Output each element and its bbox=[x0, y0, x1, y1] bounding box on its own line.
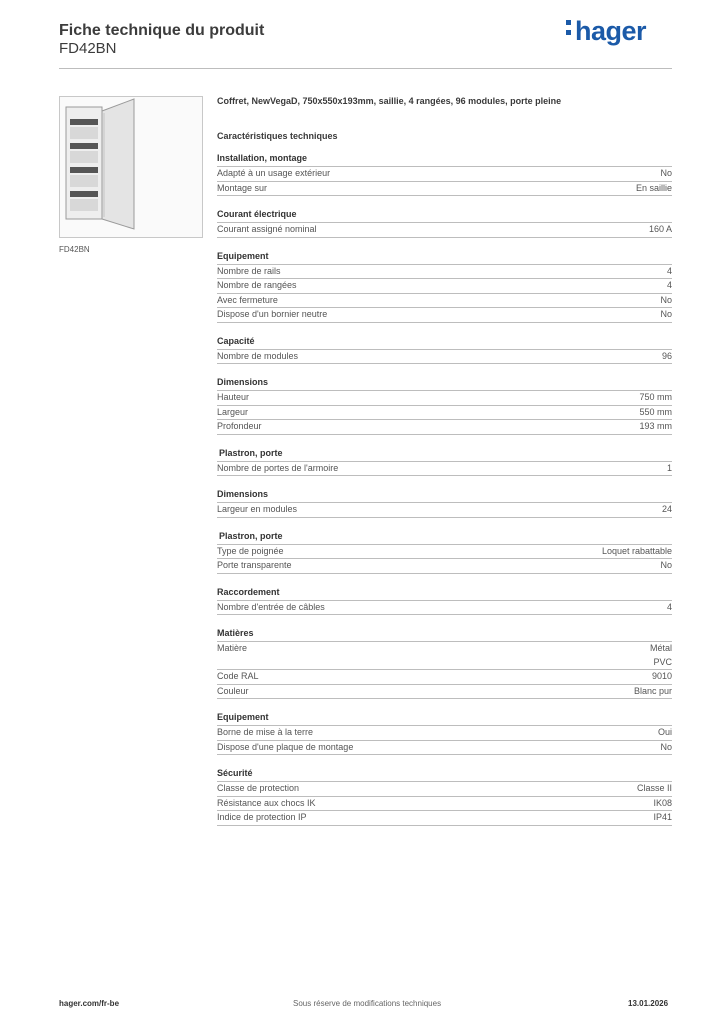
spec-section bbox=[217, 709, 672, 755]
spec-table bbox=[217, 150, 672, 836]
spec-value bbox=[650, 642, 672, 669]
spec-value-text: Oui bbox=[657, 727, 672, 737]
spec-value-text: 4 bbox=[666, 265, 672, 276]
spec-value bbox=[660, 559, 672, 573]
spec-label: Avec fermeture bbox=[217, 294, 278, 305]
spec-value-text: No bbox=[660, 741, 672, 752]
enclosure-illustration-icon bbox=[60, 97, 202, 237]
spec-value-text: 193 mm bbox=[639, 421, 672, 431]
spec-label: Nombre d'entrée de câbles bbox=[217, 601, 325, 612]
spec-label: Indice de protection IP bbox=[217, 812, 307, 822]
section-heading: Raccordement bbox=[217, 584, 672, 601]
spec-value-text: No bbox=[660, 294, 672, 305]
spec-row bbox=[217, 685, 672, 700]
spec-value bbox=[660, 167, 672, 181]
spec-label: Borne de mise à la terre bbox=[217, 727, 314, 737]
spec-value-text: 9010 bbox=[651, 671, 672, 681]
spec-value bbox=[667, 265, 672, 279]
spec-label: Nombre de rails bbox=[217, 265, 281, 276]
section-heading: Installation, montage bbox=[217, 150, 672, 167]
spec-section bbox=[217, 765, 672, 826]
spec-value bbox=[636, 182, 672, 196]
spec-label: Couleur bbox=[217, 685, 249, 696]
product-code: FD42BN bbox=[59, 40, 117, 57]
section-heading: Courant électrique bbox=[217, 206, 672, 223]
spec-row bbox=[217, 601, 672, 616]
spec-row bbox=[217, 223, 672, 238]
spec-row bbox=[217, 726, 672, 741]
spec-label: Profondeur bbox=[217, 421, 262, 431]
spec-row bbox=[217, 167, 672, 182]
spec-row bbox=[217, 670, 672, 685]
spec-value bbox=[639, 420, 672, 434]
spec-label: Largeur bbox=[217, 406, 249, 417]
spec-value bbox=[667, 462, 672, 476]
spec-section bbox=[217, 486, 672, 518]
page-title: Fiche technique du produit bbox=[59, 22, 265, 39]
spec-value-text: Métal bbox=[649, 643, 672, 653]
spec-value-text: 1 bbox=[666, 462, 672, 473]
spec-row bbox=[217, 182, 672, 197]
spec-row bbox=[217, 406, 672, 421]
spec-label: Nombre de rangées bbox=[217, 280, 297, 290]
spec-value bbox=[634, 685, 672, 699]
spec-row bbox=[217, 462, 672, 477]
spec-label: Matière bbox=[217, 643, 248, 653]
spec-row bbox=[217, 391, 672, 406]
spec-value-text: 4 bbox=[666, 601, 672, 612]
spec-label: Courant assigné nominal bbox=[217, 224, 317, 234]
spec-value bbox=[662, 350, 672, 364]
spec-value-text: 4 bbox=[666, 280, 672, 290]
spec-section bbox=[217, 374, 672, 435]
spec-value bbox=[660, 741, 672, 755]
logo-dots-icon bbox=[566, 18, 571, 39]
spec-value-text: No bbox=[660, 309, 672, 319]
spec-section bbox=[217, 528, 672, 574]
spec-title: Caractéristiques techniques bbox=[217, 131, 338, 141]
spec-value-text: 24 bbox=[661, 504, 672, 514]
spec-value bbox=[667, 279, 672, 293]
spec-value-text: PVC bbox=[653, 656, 672, 667]
spec-value bbox=[652, 670, 672, 684]
section-heading: Plastron, porte bbox=[217, 445, 672, 462]
spec-label: Montage sur bbox=[217, 182, 268, 193]
section-heading: Equipement bbox=[217, 248, 672, 265]
footer-disclaimer: Sous réserve de modifications techniques bbox=[293, 999, 442, 1008]
spec-row bbox=[217, 265, 672, 280]
spec-section bbox=[217, 625, 672, 699]
spec-label: Nombre de modules bbox=[217, 350, 299, 361]
section-heading: Dimensions bbox=[217, 486, 672, 503]
section-heading: Matières bbox=[217, 625, 672, 642]
spec-row bbox=[217, 782, 672, 797]
spec-value-text: IP41 bbox=[653, 812, 672, 822]
spec-label: Nombre de portes de l'armoire bbox=[217, 462, 339, 473]
spec-value bbox=[660, 294, 672, 308]
spec-value bbox=[637, 782, 672, 796]
spec-label: Résistance aux chocs IK bbox=[217, 797, 316, 808]
product-image bbox=[59, 96, 203, 238]
hager-logo[interactable] bbox=[566, 16, 646, 47]
section-heading: Plastron, porte bbox=[217, 528, 672, 545]
spec-section bbox=[217, 206, 672, 238]
spec-row bbox=[217, 741, 672, 756]
spec-row bbox=[217, 642, 672, 670]
spec-value-text: IK08 bbox=[653, 797, 672, 808]
spec-section bbox=[217, 333, 672, 365]
header-divider bbox=[59, 68, 672, 69]
section-heading: Capacité bbox=[217, 333, 672, 350]
spec-row bbox=[217, 545, 672, 560]
spec-label: Adapté à un usage extérieur bbox=[217, 168, 331, 178]
spec-label: Porte transparente bbox=[217, 560, 292, 570]
spec-label: Largeur en modules bbox=[217, 504, 298, 514]
spec-value bbox=[662, 503, 672, 517]
spec-value bbox=[667, 601, 672, 615]
logo-text: hager bbox=[575, 16, 647, 46]
spec-value-text: Classe II bbox=[636, 783, 672, 793]
spec-label: Type de poignée bbox=[217, 545, 284, 556]
spec-value bbox=[602, 545, 672, 559]
spec-label: Hauteur bbox=[217, 392, 250, 402]
spec-label: Dispose d'un bornier neutre bbox=[217, 309, 328, 319]
spec-section bbox=[217, 248, 672, 323]
spec-row bbox=[217, 503, 672, 518]
spec-section bbox=[217, 584, 672, 616]
image-caption: FD42BN bbox=[59, 245, 90, 254]
spec-row bbox=[217, 811, 672, 826]
spec-value bbox=[639, 391, 672, 405]
product-description: Coffret, NewVegaD, 750x550x193mm, saillie, 4 rangées, 96 modules, porte pleine bbox=[217, 96, 562, 106]
spec-row bbox=[217, 350, 672, 365]
footer-website[interactable]: hager.com/fr-be bbox=[59, 999, 120, 1008]
spec-value-text: Blanc pur bbox=[633, 685, 672, 696]
spec-value bbox=[639, 406, 672, 420]
spec-section bbox=[217, 445, 672, 477]
spec-value bbox=[653, 811, 672, 825]
spec-value-text: No bbox=[660, 168, 672, 178]
spec-value-text: Loquet rabattable bbox=[601, 545, 672, 556]
spec-value bbox=[649, 223, 672, 237]
spec-value-text: 160 A bbox=[648, 224, 672, 234]
spec-row bbox=[217, 559, 672, 574]
spec-value bbox=[653, 797, 672, 811]
spec-section bbox=[217, 150, 672, 196]
spec-value bbox=[660, 308, 672, 322]
section-heading: Equipement bbox=[217, 709, 672, 726]
spec-row bbox=[217, 420, 672, 435]
spec-label: Dispose d'une plaque de montage bbox=[217, 741, 354, 752]
spec-value-text: En saillie bbox=[635, 182, 672, 193]
spec-row bbox=[217, 279, 672, 294]
spec-label: Classe de protection bbox=[217, 783, 300, 793]
spec-label: Code RAL bbox=[217, 671, 259, 681]
spec-value-text: No bbox=[660, 560, 672, 570]
section-heading: Sécurité bbox=[217, 765, 672, 782]
footer-date: 13.01.2026 bbox=[628, 999, 669, 1008]
spec-value bbox=[658, 726, 672, 740]
spec-row bbox=[217, 294, 672, 309]
spec-row bbox=[217, 797, 672, 812]
spec-row bbox=[217, 308, 672, 323]
section-heading: Dimensions bbox=[217, 374, 672, 391]
spec-value-text: 750 mm bbox=[639, 392, 672, 402]
spec-value-text: 550 mm bbox=[639, 406, 672, 417]
spec-value-text: 96 bbox=[661, 350, 672, 361]
